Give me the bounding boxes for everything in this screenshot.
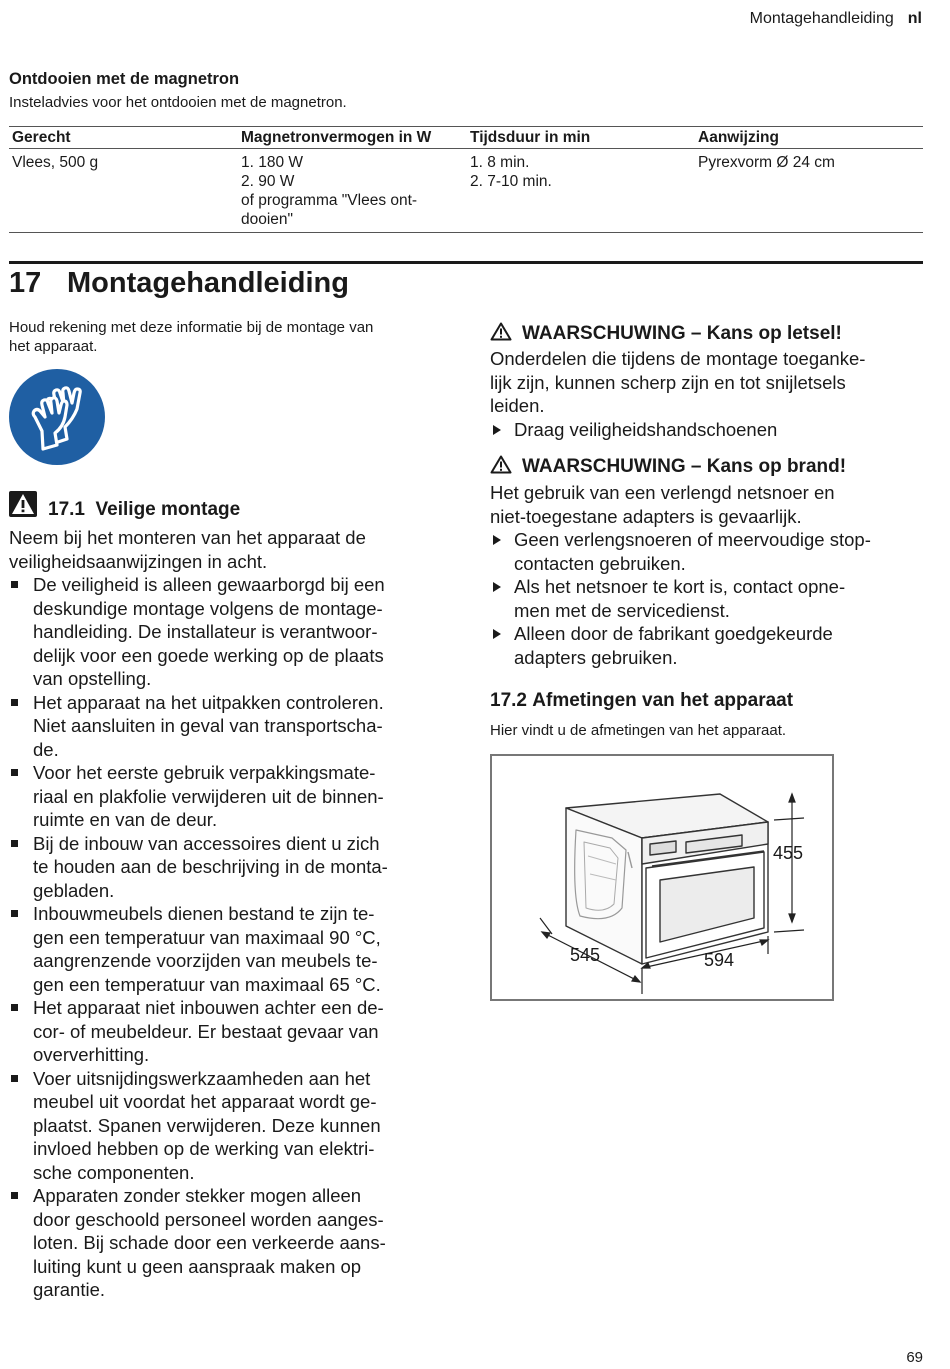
section-17-2-heading (490, 690, 793, 712)
text-line: Geen verlengsnoeren of meervoudige stop- (514, 529, 871, 550)
text-line: meubel uit voordat het apparaat wordt ge- (33, 1091, 377, 1112)
list-item (490, 418, 930, 442)
text-line: garantie. (33, 1279, 105, 1300)
text-line: gen een temperatuur van maximaal 90 °C, (33, 926, 381, 948)
text-line: cor- of meubeldeur. Er bestaat gevaar van (33, 1020, 379, 1042)
text-line: Apparaten zonder stekker mogen alleen (33, 1185, 362, 1206)
list-item (9, 832, 449, 903)
safety-gloves-icon (9, 369, 105, 465)
text-line: Bij de inbouw van accessoires dient u zich (33, 832, 380, 854)
list-item (490, 622, 930, 669)
page-number: 69 (906, 1349, 923, 1366)
cell-line: 1. 8 min. (470, 154, 530, 171)
section-number: 17.1 (48, 499, 85, 520)
warning-injury-text (490, 347, 930, 418)
text-line: riaal en plakfolie verwijderen uit de binnen- (33, 785, 384, 807)
warning-triangle-icon (490, 455, 512, 474)
safety-list (9, 573, 449, 1302)
text-line: loten. Bij schade door een verkeerde aans- (33, 1232, 386, 1253)
text-line: Niet aansluiten in geval van transportscha- (33, 715, 383, 736)
height-dimension-label: 455 (773, 843, 804, 863)
text-line: men met de servicedienst. (514, 599, 730, 621)
warning-title: WAARSCHUWING – Kans op letsel! (522, 323, 842, 344)
running-title: Montagehandleiding (749, 10, 894, 27)
text-line: ruimte en van de deur. (33, 809, 218, 830)
text-line: de. (33, 738, 59, 760)
text-line: adapters gebruiken. (514, 646, 678, 668)
text-line: Neem bij het monteren van het apparaat de (9, 527, 366, 548)
warning-fire-actions (490, 528, 930, 669)
depth-dimension-label: 545 (570, 945, 601, 965)
text-line: Voor het eerste gebruik verpakkingsmate- (33, 762, 376, 783)
cell-note: Pyrexvorm Ø 24 cm (695, 149, 923, 233)
text-line: Alleen door de fabrikant goedgekeurde (514, 623, 833, 644)
warning-title: WAARSCHUWING – Kans op brand! (522, 456, 847, 477)
text-line: niet-toegestane adapters is gevaarlijk. (490, 505, 802, 527)
text-line: het apparaat. (9, 338, 98, 355)
defrost-intro: Insteladvies voor het ontdooien met de magnetron. (9, 94, 347, 111)
list-item (9, 996, 449, 1067)
chapter-title-text: Montagehandleiding (67, 267, 349, 299)
text-line: door geschoold personeel worden aanges- (33, 1208, 384, 1230)
chapter-intro (9, 318, 449, 356)
defrost-section-title: Ontdooien met de magnetron (9, 70, 240, 88)
text-line: Draag veiligheidshandschoenen (514, 419, 778, 440)
text-line: lijk zijn, kunnen scherp zijn en tot snijletsels (490, 371, 846, 393)
text-line: sche componenten. (33, 1161, 195, 1183)
list-item (490, 528, 930, 575)
table-header-row (9, 127, 923, 149)
warning-triangle-icon (9, 491, 37, 517)
section-number: 17.2 (490, 690, 527, 711)
chapter-title (9, 267, 349, 300)
cell-line: of programma "Vlees ont- (241, 192, 418, 209)
defrost-table (9, 126, 923, 233)
section-title: Afmetingen van het apparaat (532, 690, 794, 711)
section-17-1-heading (48, 499, 240, 521)
warning-triangle-icon (490, 322, 512, 341)
cell-line: 2. 90 W (241, 173, 295, 190)
cell-time (467, 149, 695, 233)
cell-power (238, 149, 467, 233)
text-line: gebladen. (33, 879, 115, 901)
text-line: Houd rekening met deze informatie bij de montage van (9, 319, 374, 336)
oven-dimensions-drawing (492, 756, 832, 999)
text-line: Voer uitsnijdingswerkzaamheden aan het (33, 1067, 371, 1089)
text-line: aangrenzende voorzijden van meubels te- (33, 950, 378, 971)
dimensions-figure (490, 754, 834, 1001)
text-line: Het gebruik van een verlengd netsnoer en (490, 482, 835, 503)
list-item (9, 1184, 449, 1302)
text-line: gen een temperatuur van maximaal 65 °C. (33, 973, 381, 995)
cell-line: dooien" (241, 211, 294, 228)
text-line: Inbouwmeubels dienen bestand te zijn te- (33, 903, 375, 924)
list-item (9, 902, 449, 996)
text-line: van opstelling. (33, 668, 152, 689)
running-header (750, 10, 922, 28)
section-17-2-intro: Hier vindt u de afmetingen van het apparaat. (490, 722, 787, 739)
warning-fire-heading (490, 455, 846, 478)
text-line: luiting kunt u geen aanspraak maken op (33, 1255, 362, 1277)
text-line: handleiding. De installateur is verantwoor- (33, 621, 378, 642)
list-item (9, 573, 449, 691)
table-row (9, 149, 923, 233)
list-item (9, 1067, 449, 1185)
text-line: oververhitting. (33, 1044, 150, 1065)
warning-injury-actions (490, 418, 930, 442)
warning-fire-text (490, 481, 930, 528)
section-title: Veilige montage (95, 499, 241, 520)
cell-line: 2. 7-10 min. (470, 173, 552, 190)
column-header: Aanwijzing (695, 127, 923, 149)
language-code: nl (907, 10, 922, 27)
cell-dish: Vlees, 500 g (9, 149, 238, 233)
text-line: leiden. (490, 395, 545, 416)
text-line: plaatst. Spanen verwijderen. Deze kunnen (33, 1114, 381, 1136)
chapter-rule (9, 261, 923, 264)
text-line: Het apparaat na het uitpakken controleren. (33, 691, 384, 713)
list-item (9, 691, 449, 762)
chapter-number: 17 (9, 267, 42, 299)
text-line: Als het netsnoer te kort is, contact opne- (514, 576, 846, 597)
width-dimension-label: 594 (704, 950, 735, 970)
warning-injury-heading (490, 322, 842, 345)
text-line: De veiligheid is alleen gewaarborgd bij een (33, 574, 385, 595)
text-line: deskundige montage volgens de montage- (33, 597, 383, 619)
text-line: veiligheidsaanwijzingen in acht. (9, 550, 268, 572)
text-line: Onderdelen die tijdens de montage toeganke- (490, 348, 866, 369)
column-header: Magnetronvermogen in W (238, 127, 467, 149)
text-line: contacten gebruiken. (514, 552, 686, 574)
list-item (490, 575, 930, 622)
text-line: te houden aan de beschrijving in de monta- (33, 856, 388, 877)
text-line: invloed hebben op de werking van elektri- (33, 1138, 375, 1159)
column-header: Tijdsduur in min (467, 127, 695, 149)
section-17-1-intro (9, 526, 449, 573)
list-item (9, 761, 449, 832)
text-line: Het apparaat niet inbouwen achter een de- (33, 997, 384, 1018)
text-line: delijk voor een goede werking op de plaats (33, 644, 384, 666)
column-header: Gerecht (9, 127, 238, 149)
cell-line: 1. 180 W (241, 154, 304, 171)
